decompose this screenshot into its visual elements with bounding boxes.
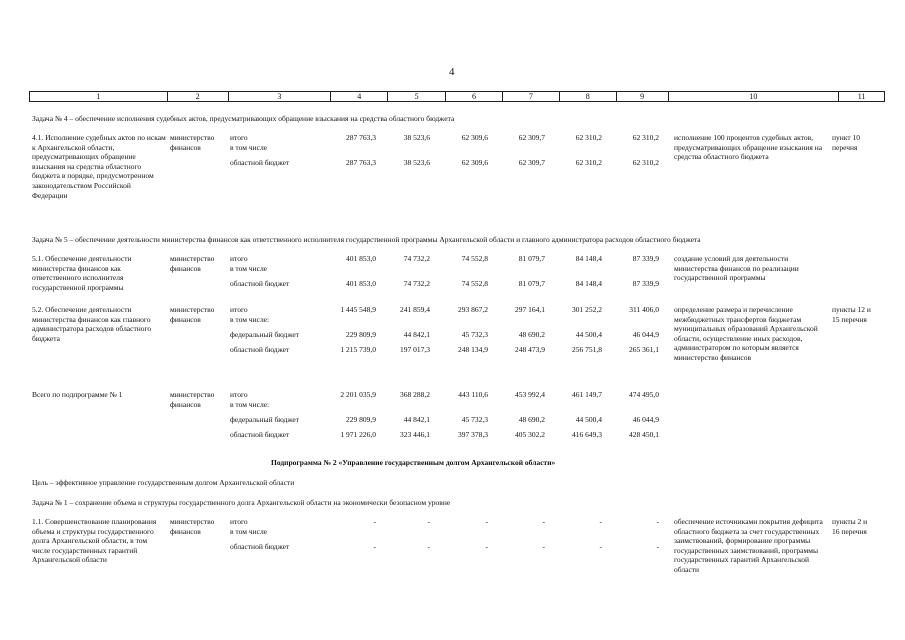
header-col-11: 11 xyxy=(857,92,866,101)
header-col-6: 6 xyxy=(446,92,503,101)
row52-v2-cell-6: 46 044,9 xyxy=(632,330,659,339)
total1-v1-cell-2: 368 288,2 xyxy=(400,390,430,399)
row51-src-incl: в том числе xyxy=(230,264,268,273)
row52-v3-cell-1: 1 215 739,0 xyxy=(340,345,376,354)
row52-v1-cell-3: 293 867,2 xyxy=(458,305,488,314)
row11-name: 1.1. Совершенствование планирования объема и структуры государственного долга Архангельской области, в том числе государственных гарантий Архангельской области xyxy=(32,517,157,565)
total1-v3-cell-2: 323 446,1 xyxy=(400,430,430,439)
row41-link: пункт 10 перечня xyxy=(832,133,860,152)
row52-v2-cell-1: 229 809,9 xyxy=(346,330,376,339)
row52-v2-cell-4: 48 690,2 xyxy=(518,330,545,339)
row41-v2-cell-6: 62 310,2 xyxy=(632,158,659,167)
total1-name: Всего по подпрограмме № 1 xyxy=(32,390,123,399)
row41-name: 4.1. Исполнение судебных актов по искам к Архангельской области, предусматривающих обращение взыскания на средства областного бюджета в порядке, предусмотренном законодательством Российской Федерации xyxy=(32,133,166,200)
total1-v1-cell-3: 443 110,6 xyxy=(458,390,488,399)
row52-v3-cell-4: 248 473,9 xyxy=(515,345,545,354)
row41-v2-cell-3: 62 309,6 xyxy=(461,158,488,167)
row11-v1-cell-4: - xyxy=(542,517,545,526)
row11-v2-cell-3: - xyxy=(485,542,488,551)
row41-executor: министерство финансов xyxy=(170,133,215,152)
page-number: 4 xyxy=(449,66,455,78)
total1-v1-cell-4: 453 992,4 xyxy=(515,390,545,399)
row41-v1-cell-6: 62 310,2 xyxy=(632,133,659,142)
row52-v3-cell-2: 197 017,3 xyxy=(400,345,430,354)
total1-v3-cell-5: 416 649,3 xyxy=(572,430,602,439)
total1-v2-cell-4: 48 690,2 xyxy=(518,415,545,424)
task4-title: Задача № 4 – обеспечение исполнения судебных актов, предусматривающих обращение взыскания на средства областного бюджета xyxy=(32,114,455,123)
total1-v2-cell-5: 44 500,4 xyxy=(575,415,602,424)
row11-src-total: итого xyxy=(230,517,248,526)
row52-v2-cell-2: 44 842,1 xyxy=(403,330,430,339)
row51-src-total: итого xyxy=(230,254,248,263)
total1-v2-cell-3: 45 732,3 xyxy=(461,415,488,424)
row11-v2-cell-6: - xyxy=(656,542,659,551)
row41-v1-cell-4: 62 309,7 xyxy=(518,133,545,142)
total1-v3-cell-6: 428 450,1 xyxy=(629,430,659,439)
row51-v2-cell-5: 84 148,4 xyxy=(575,279,602,288)
row11-v2-cell-1: - xyxy=(373,542,376,551)
row52-v1-cell-5: 301 252,2 xyxy=(572,305,602,314)
task5-title: Задача № 5 – обеспечение деятельности министерства финансов как ответственного исполнителя государственной программы Архангельской области и главного администратора расходов областного бюджета xyxy=(32,235,701,244)
header-col-5: 5 xyxy=(388,92,446,101)
row11-v1-cell-5: - xyxy=(599,517,602,526)
row51-v2-cell-3: 74 552,8 xyxy=(461,279,488,288)
header-col-2: 2 xyxy=(168,92,229,101)
table-header xyxy=(29,91,885,102)
row51-v2-cell-1: 401 853,0 xyxy=(346,279,376,288)
total1-v1-cell-6: 474 495,0 xyxy=(629,390,659,399)
row41-v2-cell-1: 287 763,3 xyxy=(346,158,376,167)
row11-v1-cell-1: - xyxy=(373,517,376,526)
header-col-4: 4 xyxy=(331,92,388,101)
row51-v1-cell-1: 401 853,0 xyxy=(346,254,376,263)
total1-v1-cell-5: 461 149,7 xyxy=(572,390,602,399)
header-col-10: 10 xyxy=(669,92,840,101)
row52-v3-cell-3: 248 134,9 xyxy=(458,345,488,354)
header-col-3: 3 xyxy=(229,92,332,101)
total1-src-incl: в том числе: xyxy=(230,400,270,409)
header-col-1: 1 xyxy=(30,92,168,101)
row41-v2-cell-4: 62 309,7 xyxy=(518,158,545,167)
row41-src-regional: областной бюджет xyxy=(230,158,290,167)
row52-v3-cell-5: 256 751,8 xyxy=(572,345,602,354)
row41-result: исполнение 100 процентов судебных актов, предусматривающих обращение взыскания на средства областного бюджета xyxy=(674,133,823,162)
row52-v2-cell-5: 44 500,4 xyxy=(575,330,602,339)
row52-link: пункты 12 и 15 перечня xyxy=(832,305,871,324)
row51-src-regional: областной бюджет xyxy=(230,279,290,288)
row11-v1-cell-3: - xyxy=(485,517,488,526)
total1-v3-cell-3: 397 378,3 xyxy=(458,430,488,439)
row41-src-total: итого xyxy=(230,133,248,142)
total1-src-total: итого xyxy=(230,390,248,399)
row52-src-regional: областной бюджет xyxy=(230,345,290,354)
row11-executor: министерство финансов xyxy=(170,517,215,536)
row51-v2-cell-6: 87 339,9 xyxy=(632,279,659,288)
goal-text: Цель – эффективное управление государственным долгом Архангельской области xyxy=(32,478,295,487)
row41-v1-cell-2: 38 523,6 xyxy=(403,133,430,142)
task1-title: Задача № 1 – сохранение объема и структуры государственного долга Архангельской области на экономически безопасном уровне xyxy=(32,498,451,507)
row51-v1-cell-2: 74 732,2 xyxy=(403,254,430,263)
row11-src-regional: областной бюджет xyxy=(230,542,290,551)
total1-v2-cell-2: 44 842,1 xyxy=(403,415,430,424)
total1-v2-cell-1: 229 809,9 xyxy=(346,415,376,424)
total1-executor: министерство финансов xyxy=(170,390,215,409)
row11-v2-cell-5: - xyxy=(599,542,602,551)
row51-v1-cell-5: 84 148,4 xyxy=(575,254,602,263)
row11-link: пункты 2 и 16 перечня xyxy=(832,517,868,536)
header-col-8: 8 xyxy=(560,92,617,101)
row41-src-incl: в том числе xyxy=(230,143,268,152)
header-col-9: 9 xyxy=(617,92,669,101)
row52-result: определение размера и перечисление межбюджетных трансфертов бюджетам муниципальных образований Архангельской области, осуществление иных расходов, администратором по которым является министерство финансов xyxy=(674,305,818,362)
row52-v1-cell-1: 1 445 548,9 xyxy=(340,305,376,314)
row52-v1-cell-6: 311 406,0 xyxy=(629,305,659,314)
row52-v3-cell-6: 265 361,1 xyxy=(629,345,659,354)
row11-v1-cell-6: - xyxy=(656,517,659,526)
row52-v2-cell-3: 45 732,3 xyxy=(461,330,488,339)
subprogram2-title: Подпрограмма № 2 «Управление государственным долгом Архангельской области» xyxy=(271,458,556,467)
total1-v2-cell-6: 46 044,9 xyxy=(632,415,659,424)
row11-v1-cell-2: - xyxy=(427,517,430,526)
row52-v1-cell-4: 297 164,1 xyxy=(515,305,545,314)
total1-src-federal: федеральный бюджет xyxy=(230,415,300,424)
row52-src-federal: федеральный бюджет xyxy=(230,330,300,339)
row11-v2-cell-2: - xyxy=(427,542,430,551)
header-col-7: 7 xyxy=(503,92,560,101)
row41-v1-cell-1: 287 763,3 xyxy=(346,133,376,142)
row51-result: создание условий для деятельности министерства финансов по реализации государственной программы xyxy=(674,254,799,283)
row11-v2-cell-4: - xyxy=(542,542,545,551)
row52-v1-cell-2: 241 859,4 xyxy=(400,305,430,314)
row41-v2-cell-2: 38 523,6 xyxy=(403,158,430,167)
row52-src-total: итого xyxy=(230,305,248,314)
total1-v1-cell-1: 2 201 035,9 xyxy=(340,390,376,399)
row51-v2-cell-2: 74 732,2 xyxy=(403,279,430,288)
row51-name: 5.1. Обеспечение деятельности министерства финансов как ответственного исполнителя государственной программы xyxy=(32,254,132,292)
row41-v1-cell-3: 62 309,6 xyxy=(461,133,488,142)
row41-v2-cell-5: 62 310,2 xyxy=(575,158,602,167)
row51-executor: министерство финансов xyxy=(170,254,215,273)
total1-v3-cell-4: 405 302,2 xyxy=(515,430,545,439)
row41-v1-cell-5: 62 310,2 xyxy=(575,133,602,142)
row51-v1-cell-6: 87 339,9 xyxy=(632,254,659,263)
total1-src-regional: областной бюджет xyxy=(230,430,290,439)
row52-name: 5.2. Обеспечение деятельности министерства финансов как главного администратора расходов областного бюджета xyxy=(32,305,152,343)
row52-executor: министерство финансов xyxy=(170,305,215,324)
row11-src-incl: в том числе xyxy=(230,527,268,536)
row51-v1-cell-4: 81 079,7 xyxy=(518,254,545,263)
total1-v3-cell-1: 1 971 226,0 xyxy=(340,430,376,439)
row11-result: обеспечение источниками покрытия дефицита областного бюджета за счет государственных заимствований, формирование программы государственных заимствований, программы государственных гарантий Архангельской области xyxy=(674,517,823,574)
row51-v2-cell-4: 81 079,7 xyxy=(518,279,545,288)
row51-v1-cell-3: 74 552,8 xyxy=(461,254,488,263)
row52-src-incl: в том числе: xyxy=(230,315,270,324)
